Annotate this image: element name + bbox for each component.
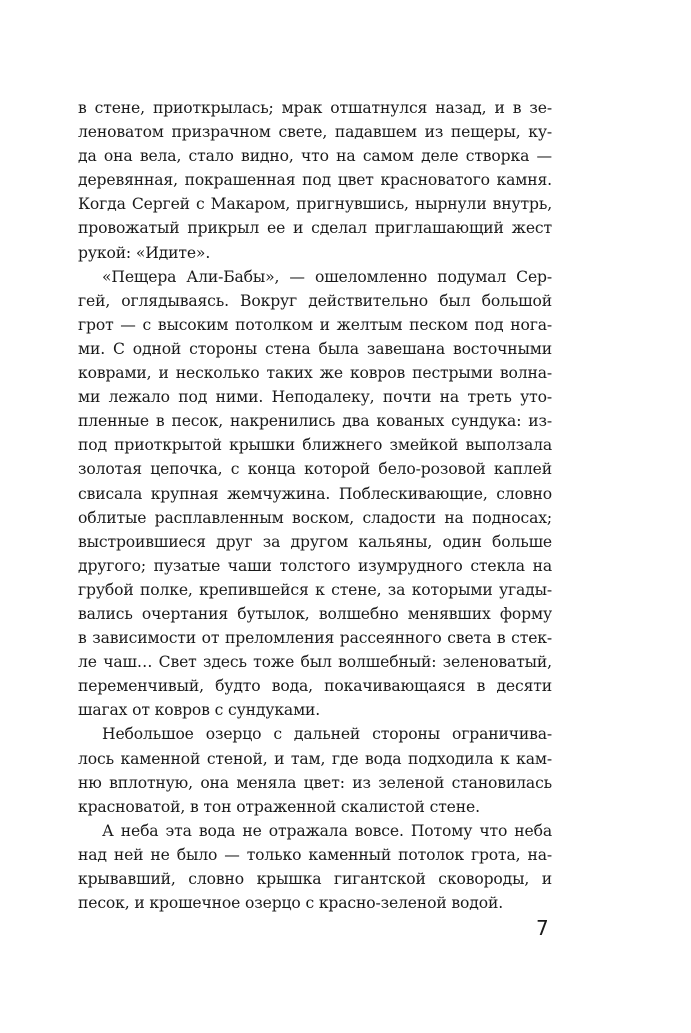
paragraph-1 — [78, 96, 552, 265]
book-page — [78, 96, 552, 915]
text-line: пленные в песок, накренились два кованых сундука: из- — [78, 412, 552, 431]
paragraph-2 — [78, 265, 552, 723]
text-line: в зависимости от преломления рассеянного света в стек- — [78, 629, 552, 648]
text-line: рукой: «Идите». — [78, 243, 211, 262]
text-line: выстроившиеся друг за другом кальяны, один больше — [78, 532, 552, 551]
text-line: другого; пузатые чаши толстого изумрудного стекла на — [78, 556, 552, 575]
paragraph-4 — [78, 819, 552, 915]
page-number: 7 — [536, 916, 549, 940]
text-line: гей, оглядываясь. Вокруг действительно был большой — [78, 291, 552, 310]
text-line: песок, и крошечное озерцо с красно-зеленой водой. — [78, 894, 504, 913]
text-line: ми. С одной стороны стена была завешана восточными — [78, 339, 552, 358]
text-line: ле чаш… Свет здесь тоже был волшебный: зеленоватый, — [78, 653, 552, 672]
text-line: крывавший, словно крышка гигантской сковороды, и — [78, 870, 552, 888]
text-line: Небольшое озерцо с дальней стороны ограничива- — [102, 725, 552, 744]
text-line: золотая цепочка, с конца которой бело-розовой каплей — [78, 460, 552, 479]
text-line: ми лежало под ними. Неподалеку, почти на треть уто- — [78, 388, 552, 407]
text-line: ню вплотную, она меняла цвет: из зеленой становилась — [78, 773, 552, 792]
text-line: шагах от ковров с сундуками. — [78, 701, 321, 720]
text-line: коврами, и несколько таких же ковров пестрыми волна- — [78, 364, 552, 383]
text-line: в стене, приоткрылась; мрак отшатнулся назад, и в зе- — [78, 99, 552, 117]
text-line: красноватой, в тон отраженной скалистой стене. — [78, 797, 480, 816]
text-line: «Пещера Али-Бабы», — ошеломленно подумал Сер- — [102, 267, 552, 286]
text-line: грот — с высоким потолком и желтым песком под нога- — [78, 315, 552, 334]
text-line: над ней не было — только каменный потолок грота, на- — [78, 845, 552, 864]
text-line: да она вела, стало видно, что на самом деле створка — — [78, 147, 552, 166]
text-line: леноватом призрачном свете, падавшем из пещеры, ку- — [78, 123, 552, 142]
text-line: под приоткрытой крышки ближнего змейкой выползала — [78, 436, 552, 455]
text-line: провожатый прикрыл ее и сделал приглашающий жест — [78, 219, 552, 238]
text-line: Когда Сергей с Макаром, пригнувшись, нырнули внутрь, — [78, 195, 552, 214]
text-line: свисала крупная жемчужина. Поблескивающие, словно — [78, 484, 552, 503]
text-line: вались очертания бутылок, волшебно менявших форму — [78, 604, 552, 623]
paragraph-3 — [78, 722, 552, 818]
text-line: А неба эта вода не отражала вовсе. Потому что неба — [102, 821, 552, 840]
text-line: переменчивый, будто вода, покачивающаяся в десяти — [78, 677, 552, 696]
text-line: облитые расплавленным воском, сладости на подносах; — [78, 508, 552, 527]
text-line: лось каменной стеной, и там, где вода подходила к кам- — [78, 749, 552, 768]
text-line: грубой полке, крепившейся к стене, за которыми угады- — [78, 580, 552, 599]
text-line: деревянная, покрашенная под цвет красноватого камня. — [78, 171, 552, 190]
